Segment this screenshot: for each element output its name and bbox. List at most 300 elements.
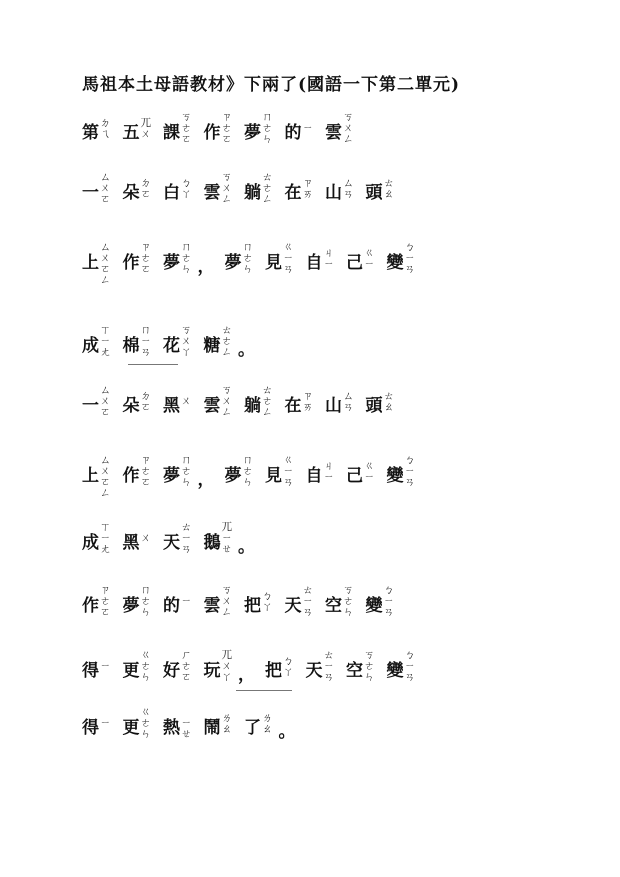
bopomofo-symbol: ㄛ <box>140 263 151 275</box>
bopomofo-symbol: ㄊ <box>383 390 394 402</box>
hanzi: 頭 <box>365 183 383 203</box>
character-unit <box>123 707 152 740</box>
bopomofo-symbol: ㄨ <box>140 532 151 544</box>
bopomofo-symbol: ㄨ <box>221 595 232 607</box>
bopomofo <box>181 112 192 145</box>
bopomofo-symbol: ㄧ <box>302 122 313 134</box>
character-unit <box>163 522 192 555</box>
bopomofo-symbol: ㄧ <box>283 252 294 264</box>
bopomofo-symbol: ㄣ <box>242 263 253 275</box>
character-unit <box>244 707 273 739</box>
bopomofo-symbol: ㄜ <box>140 595 151 607</box>
hanzi: 更 <box>122 661 140 681</box>
bopomofo-symbol: ㄛ <box>140 401 151 413</box>
bopomofo-symbol: ㄣ <box>242 476 253 488</box>
bopomofo-symbol: ㄧ <box>364 471 375 483</box>
bopomofo-symbol: ㄢ <box>181 543 192 555</box>
character-unit <box>82 707 111 739</box>
bopomofo-symbol: ㄚ <box>181 188 192 200</box>
hanzi: 見 <box>265 466 282 486</box>
bopomofo <box>222 650 233 683</box>
bopomofo-symbol: ㄜ <box>221 335 232 347</box>
bopomofo-symbol: ㄧ <box>404 465 415 477</box>
bopomofo-symbol: ㄛ <box>140 188 151 200</box>
bopomofo-symbol: ㄗ <box>100 584 111 596</box>
bopomofo-symbol: ㄚ <box>262 601 273 613</box>
hanzi: 糖 <box>203 336 221 356</box>
bopomofo-symbol: ㄤ <box>100 543 111 555</box>
bopomofo <box>303 172 314 200</box>
bopomofo-symbol: ㄨ <box>181 395 192 407</box>
character-unit <box>285 112 314 144</box>
bopomofo-symbol: ㄣ <box>140 728 151 740</box>
bopomofo <box>303 585 314 618</box>
bopomofo <box>303 112 314 134</box>
bopomofo <box>405 242 416 275</box>
bopomofo-symbol: ㄙ <box>100 384 111 396</box>
bopomofo-symbol: ㄥ <box>221 606 232 618</box>
bopomofo-symbol: ㄥ <box>221 406 232 418</box>
hanzi: 夢 <box>163 253 180 273</box>
character-unit <box>82 650 111 682</box>
bopomofo <box>222 385 233 418</box>
character-unit <box>204 385 233 418</box>
hanzi: 雲 <box>325 123 342 143</box>
bopomofo-symbol: ㄎ <box>181 111 192 123</box>
hanzi: 鵝 <box>203 533 221 553</box>
bopomofo-symbol: ㄜ <box>140 717 151 729</box>
bopomofo-symbol: ㄧ <box>140 335 151 347</box>
hanzi: 棉 <box>122 336 140 356</box>
bopomofo-symbol: ㄜ <box>100 595 111 607</box>
hanzi: 白 <box>163 183 180 203</box>
bopomofo-symbol: ㄎ <box>364 649 375 661</box>
hanzi: 把 <box>265 661 282 681</box>
bopomofo-symbol: ㄛ <box>100 263 111 275</box>
hanzi: 躺 <box>244 183 261 203</box>
bopomofo <box>141 455 152 488</box>
character-unit <box>306 242 335 274</box>
character-unit <box>123 112 152 144</box>
bopomofo <box>141 242 152 275</box>
character-unit <box>225 242 254 275</box>
bopomofo <box>100 325 111 358</box>
bopomofo <box>181 455 192 488</box>
bopomofo-symbol: ㄧ <box>364 258 375 270</box>
bopomofo-symbol: ㄨ <box>100 395 111 407</box>
punctuation: 。 <box>238 537 255 557</box>
character-unit <box>82 172 111 205</box>
bopomofo <box>181 650 192 683</box>
bopomofo-symbol: ㄧ <box>100 660 111 672</box>
bopomofo <box>222 522 233 555</box>
hanzi: 花 <box>163 336 180 356</box>
bopomofo-symbol: ㄞ <box>302 401 313 413</box>
bopomofo-symbol: ㄢ <box>283 476 294 488</box>
hanzi: 熱 <box>163 718 180 738</box>
character-unit <box>163 707 192 740</box>
bopomofo <box>283 242 294 275</box>
bopomofo-symbol: ㄐ <box>323 247 334 259</box>
bopomofo-symbol: ㄢ <box>343 188 354 200</box>
bopomofo-symbol: ㄝ <box>181 728 192 740</box>
hanzi: 天 <box>163 533 180 553</box>
bopomofo-symbol: ㄢ <box>302 606 313 618</box>
bopomofo <box>222 325 233 358</box>
bopomofo-symbol: ㄠ <box>383 188 394 200</box>
hanzi: 變 <box>386 661 404 681</box>
character-unit <box>204 585 233 618</box>
bopomofo-symbol: ㄧ <box>283 465 294 477</box>
bopomofo-symbol: ㄎ <box>221 171 232 183</box>
bopomofo <box>364 242 375 270</box>
hanzi: 把 <box>244 596 261 616</box>
bopomofo-symbol: ㄟ <box>100 128 111 140</box>
bopomofo-symbol: ㄐ <box>323 460 334 472</box>
bopomofo-symbol: ㄞ <box>302 188 313 200</box>
bopomofo-symbol: ㄠ <box>221 723 232 735</box>
bopomofo <box>384 385 395 413</box>
character-unit <box>366 585 395 618</box>
text-line <box>82 112 366 145</box>
hanzi: 空 <box>325 596 342 616</box>
character-unit <box>306 455 335 487</box>
character-unit <box>244 585 273 617</box>
bopomofo <box>141 325 152 358</box>
character-unit <box>204 172 233 205</box>
bopomofo-symbol: ㄜ <box>140 465 151 477</box>
character-unit <box>163 455 192 488</box>
bopomofo <box>141 112 152 140</box>
character-unit <box>123 650 152 683</box>
hanzi: 變 <box>386 253 404 273</box>
bopomofo <box>343 112 354 145</box>
bopomofo <box>100 385 111 418</box>
character-unit <box>82 522 111 555</box>
bopomofo-symbol: ㄙ <box>343 177 354 189</box>
punctuation: ， <box>238 665 255 685</box>
bopomofo-symbol: ㄨ <box>221 182 232 194</box>
bopomofo <box>343 585 354 618</box>
bopomofo <box>222 585 233 618</box>
text-line <box>82 325 265 360</box>
character-unit <box>244 172 273 205</box>
hanzi: 上 <box>82 253 99 273</box>
bopomofo-symbol: ㄨ <box>221 395 232 407</box>
bopomofo-symbol: ㄜ <box>262 122 273 134</box>
hanzi: 自 <box>305 253 323 273</box>
bopomofo-symbol: ㄥ <box>100 487 111 499</box>
text-line <box>82 707 306 742</box>
bopomofo <box>262 112 273 145</box>
character-unit <box>163 325 192 358</box>
hanzi: 在 <box>284 396 302 416</box>
character-unit <box>204 522 233 555</box>
bopomofo <box>141 707 152 740</box>
bopomofo-symbol: ㄧ <box>221 532 232 544</box>
bopomofo-symbol: ㄗ <box>302 390 313 402</box>
hanzi: 夢 <box>224 466 242 486</box>
character-unit <box>82 325 111 358</box>
bopomofo-symbol: ㄛ <box>100 406 111 418</box>
hanzi: 得 <box>82 661 99 681</box>
bopomofo-symbol: ㄍ <box>283 454 294 466</box>
bopomofo <box>181 385 192 407</box>
bopomofo-symbol: ㄅ <box>262 590 273 602</box>
hanzi: 好 <box>163 661 180 681</box>
bopomofo <box>343 385 354 413</box>
character-unit <box>123 172 152 204</box>
character-unit <box>325 585 354 618</box>
bopomofo-symbol: ㄤ <box>100 346 111 358</box>
character-unit <box>204 325 233 358</box>
hanzi: 的 <box>163 596 180 616</box>
bopomofo <box>324 650 335 683</box>
bopomofo-symbol: ㄉ <box>140 390 151 402</box>
hanzi: 作 <box>122 253 140 273</box>
bopomofo-symbol: ㄜ <box>343 595 354 607</box>
bopomofo <box>262 172 273 205</box>
bopomofo-symbol: ㄜ <box>140 252 151 264</box>
bopomofo-symbol: ㄜ <box>242 252 253 264</box>
bopomofo-symbol: ㄙ <box>100 241 111 253</box>
text-line <box>82 585 406 618</box>
bopomofo-symbol: ㄅ <box>383 584 394 596</box>
bopomofo <box>324 242 335 270</box>
bopomofo-symbol: ㄜ <box>242 465 253 477</box>
bopomofo-symbol: ㄢ <box>283 263 294 275</box>
character-unit <box>163 112 192 145</box>
bopomofo-symbol: ㄧ <box>323 471 334 483</box>
bopomofo-symbol: ㄝ <box>221 543 232 555</box>
bopomofo-symbol: ㄙ <box>343 390 354 402</box>
bopomofo-symbol: ㄜ <box>262 182 273 194</box>
hanzi: 一 <box>82 183 99 203</box>
bopomofo-symbol: ㄥ <box>221 346 232 358</box>
text-line <box>82 522 265 557</box>
bopomofo-symbol: ㄇ <box>140 324 151 336</box>
bopomofo <box>222 707 233 735</box>
bopomofo <box>303 385 314 413</box>
character-unit <box>123 522 152 554</box>
hanzi: 山 <box>325 396 342 416</box>
bopomofo-symbol: ㄧ <box>404 660 415 672</box>
bopomofo-symbol: ㄣ <box>181 263 192 275</box>
bopomofo-symbol: ㄌ <box>221 712 232 724</box>
bopomofo-symbol: ㄛ <box>181 671 192 683</box>
bopomofo-symbol: ㄊ <box>262 171 273 183</box>
bopomofo <box>181 172 192 200</box>
hanzi: 見 <box>265 253 282 273</box>
hanzi: 雲 <box>203 596 221 616</box>
character-unit <box>82 385 111 418</box>
character-unit <box>346 650 375 683</box>
bopomofo-symbol: ㄚ <box>181 346 192 358</box>
bopomofo-symbol: ㄍ <box>140 706 151 718</box>
bopomofo-symbol: ㄢ <box>323 671 334 683</box>
bopomofo <box>100 522 111 555</box>
hanzi: 黑 <box>163 396 180 416</box>
bopomofo <box>181 325 192 358</box>
bopomofo <box>364 455 375 483</box>
character-unit <box>82 242 111 286</box>
bopomofo-symbol: ㄜ <box>140 660 151 672</box>
bopomofo <box>181 242 192 275</box>
hanzi: 夢 <box>224 253 242 273</box>
character-unit <box>325 112 354 145</box>
character-unit <box>285 585 314 618</box>
bopomofo-symbol: ㄎ <box>221 584 232 596</box>
bopomofo <box>283 650 294 678</box>
character-unit <box>285 385 314 417</box>
hanzi: 在 <box>284 183 302 203</box>
character-unit <box>265 455 294 488</box>
bopomofo-symbol: ㄥ <box>262 193 273 205</box>
bopomofo <box>364 650 375 683</box>
hanzi: 雲 <box>203 396 221 416</box>
bopomofo <box>405 650 416 683</box>
hanzi: 躺 <box>244 396 261 416</box>
bopomofo-symbol: ㄜ <box>181 465 192 477</box>
bopomofo-symbol: ㄧ <box>404 252 415 264</box>
bopomofo-symbol: ㄚ <box>221 671 232 683</box>
bopomofo-symbol: ㄫ <box>221 649 232 661</box>
hanzi: 第 <box>82 123 99 143</box>
hanzi: 空 <box>346 661 363 681</box>
bopomofo-symbol: ㄅ <box>404 454 415 466</box>
bopomofo <box>141 585 152 618</box>
character-unit <box>306 650 335 683</box>
bopomofo <box>343 172 354 200</box>
hanzi: 一 <box>82 396 99 416</box>
hanzi: 課 <box>163 123 180 143</box>
hanzi: 玩 <box>203 661 221 681</box>
bopomofo <box>181 707 192 740</box>
hanzi: 己 <box>346 466 363 486</box>
underline-wan <box>236 690 292 691</box>
page-title: 馬祖本土母語教材》下兩了(國語一下第二單元) <box>82 75 461 95</box>
bopomofo-symbol: ㄥ <box>343 133 354 145</box>
bopomofo-symbol: ㄥ <box>100 274 111 286</box>
bopomofo-symbol: ㄍ <box>140 649 151 661</box>
character-unit <box>244 112 273 145</box>
bopomofo-symbol: ㄉ <box>140 177 151 189</box>
bopomofo <box>100 242 111 286</box>
text-line <box>82 385 406 418</box>
bopomofo <box>100 650 111 672</box>
bopomofo-symbol: ㄢ <box>343 401 354 413</box>
bopomofo-symbol: ㄍ <box>364 460 375 472</box>
character-unit <box>265 650 294 682</box>
bopomofo-symbol: ㄗ <box>140 454 151 466</box>
bopomofo-symbol: ㄠ <box>262 723 273 735</box>
bopomofo-symbol: ㄇ <box>242 454 253 466</box>
hanzi: 雲 <box>203 183 221 203</box>
hanzi: 作 <box>203 123 221 143</box>
hanzi: 作 <box>82 596 99 616</box>
bopomofo-symbol: ㄊ <box>383 177 394 189</box>
character-unit <box>163 242 192 275</box>
punctuation: ， <box>197 257 215 277</box>
bopomofo-symbol: ㄛ <box>221 133 232 145</box>
bopomofo-symbol: ㄜ <box>364 660 375 672</box>
character-unit <box>82 455 111 499</box>
bopomofo-symbol: ㄧ <box>323 660 334 672</box>
hanzi: 變 <box>365 596 383 616</box>
bopomofo <box>141 522 152 544</box>
character-unit <box>325 172 354 204</box>
bopomofo-symbol: ㄣ <box>364 671 375 683</box>
hanzi: 朵 <box>122 183 140 203</box>
bopomofo <box>181 522 192 555</box>
character-unit <box>225 455 254 488</box>
bopomofo-symbol: ㄫ <box>221 521 232 533</box>
character-unit <box>265 242 294 275</box>
character-unit <box>123 585 152 618</box>
bopomofo-symbol: ㄎ <box>221 384 232 396</box>
bopomofo-symbol: ㄒ <box>100 324 111 336</box>
bopomofo-symbol: ㄏ <box>181 649 192 661</box>
bopomofo-symbol: ㄊ <box>221 324 232 336</box>
bopomofo-symbol: ㄨ <box>100 182 111 194</box>
bopomofo-symbol: ㄨ <box>100 465 111 477</box>
hanzi: 夢 <box>163 466 180 486</box>
character-unit <box>346 455 375 487</box>
character-unit <box>204 112 233 145</box>
bopomofo <box>262 385 273 418</box>
bopomofo-symbol: ㄎ <box>343 584 354 596</box>
punctuation: ， <box>197 470 215 490</box>
bopomofo-symbol: ㄗ <box>221 111 232 123</box>
bopomofo-symbol: ㄚ <box>283 666 294 678</box>
bopomofo-symbol: ㄢ <box>383 606 394 618</box>
text-line <box>82 242 427 286</box>
bopomofo-symbol: ㄊ <box>323 649 334 661</box>
bopomofo-symbol: ㄊ <box>262 384 273 396</box>
character-unit <box>82 112 111 144</box>
hanzi: 自 <box>305 466 323 486</box>
hanzi: 成 <box>82 533 99 553</box>
hanzi: 鬧 <box>203 718 221 738</box>
bopomofo-symbol: ㄛ <box>181 133 192 145</box>
character-unit <box>366 172 395 204</box>
bopomofo-symbol: ㄙ <box>100 171 111 183</box>
bopomofo-symbol: ㄛ <box>140 476 151 488</box>
bopomofo-symbol: ㄜ <box>181 122 192 134</box>
bopomofo <box>100 172 111 205</box>
bopomofo-symbol: ㄧ <box>302 595 313 607</box>
bopomofo <box>405 455 416 488</box>
bopomofo <box>384 585 395 618</box>
bopomofo <box>100 112 111 140</box>
bopomofo-symbol: ㄇ <box>262 111 273 123</box>
bopomofo <box>243 455 254 488</box>
bopomofo-symbol: ㄍ <box>364 247 375 259</box>
punctuation: 。 <box>278 722 296 742</box>
bopomofo-symbol: ㄗ <box>302 177 313 189</box>
bopomofo-symbol: ㄛ <box>100 476 111 488</box>
bopomofo <box>262 585 273 613</box>
punctuation: 。 <box>238 340 255 360</box>
character-unit <box>387 242 416 275</box>
hanzi: 成 <box>82 336 99 356</box>
underline-mian-hua <box>128 364 178 365</box>
bopomofo-symbol: ㄅ <box>181 177 192 189</box>
hanzi: 己 <box>346 253 363 273</box>
character-unit <box>82 585 111 618</box>
bopomofo-symbol: ㄊ <box>302 584 313 596</box>
bopomofo-symbol: ㄜ <box>181 660 192 672</box>
